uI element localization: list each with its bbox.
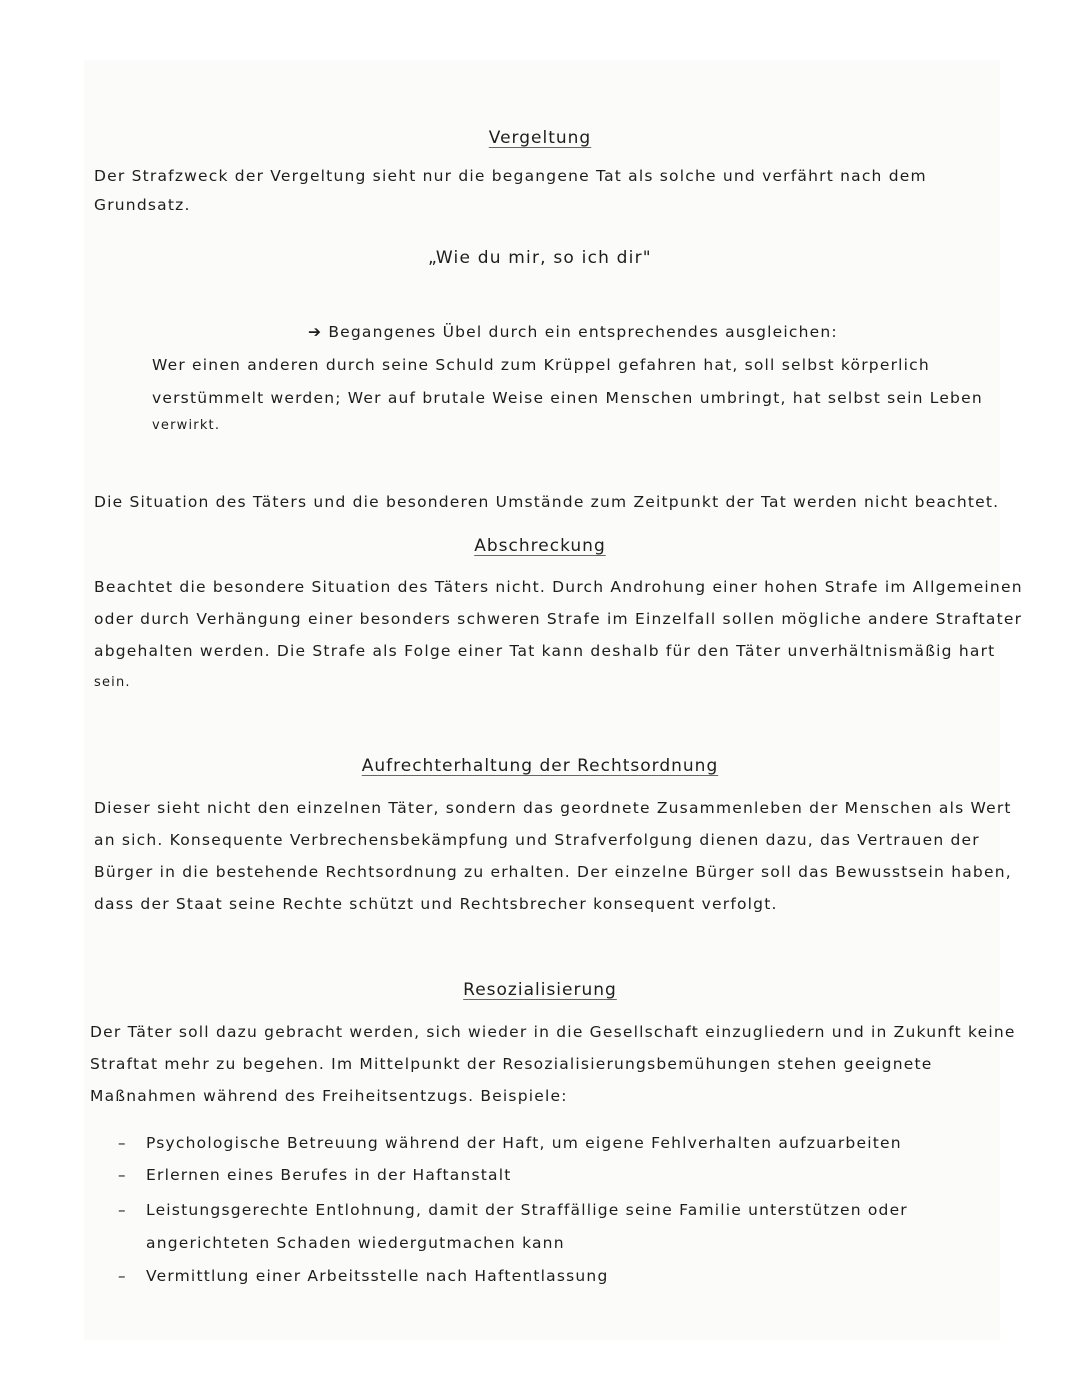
bullet-dash: – xyxy=(118,1201,126,1219)
text-line: Bürger in die bestehende Rechtsordnung zu erhalten. Der einzelne Bürger soll das Bewusstsein haben, xyxy=(94,863,1012,881)
heading-vergeltung: Vergeltung xyxy=(488,128,592,148)
text-line: Maßnahmen während des Freiheitsentzugs. Beispiele: xyxy=(90,1087,568,1105)
text-line: sein. xyxy=(94,675,131,690)
example-line: verwirkt. xyxy=(152,418,221,433)
text-line: dass der Staat seine Rechte schützt und Rechtsbrecher konsequent verfolgt. xyxy=(94,895,778,913)
text-line: an sich. Konsequente Verbrechensbekämpfung und Strafverfolgung dienen dazu, das Vertrauen der xyxy=(94,831,980,849)
text-line: abgehalten werden. Die Strafe als Folge einer Tat kann deshalb für den Täter unverhältnismäßig hart xyxy=(94,642,996,660)
text-line: Dieser sieht nicht den einzelnen Täter, sondern das geordnete Zusammenleben der Menschen als Wert xyxy=(94,799,1012,817)
text-line: Beachtet die besondere Situation des Täters nicht. Durch Androhung einer hohen Strafe im Allgemeinen xyxy=(94,578,1023,596)
bullet-dash: – xyxy=(118,1134,126,1152)
bullet-item: Psychologische Betreuung während der Haft, um eigene Fehlverhalten aufzuarbeiten xyxy=(146,1134,902,1152)
heading-abschreckung: Abschreckung xyxy=(474,536,606,556)
bullet-item-continued: angerichteten Schaden wiedergutmachen kann xyxy=(146,1234,565,1252)
heading-resozialisierung: Resozialisierung xyxy=(463,980,617,1000)
text-line: Der Täter soll dazu gebracht werden, sich wieder in die Gesellschaft einzugliedern und in Zukunft keine xyxy=(90,1023,1016,1041)
quote: „Wie du mir, so ich dir" xyxy=(428,248,652,268)
closing-line: Die Situation des Täters und die besonderen Umstände zum Zeitpunkt der Tat werden nicht beachtet. xyxy=(94,493,1000,511)
bullet-item: Vermittlung einer Arbeitsstelle nach Haftentlassung xyxy=(146,1267,609,1285)
bullet-item: Erlernen eines Berufes in der Haftanstalt xyxy=(146,1166,512,1184)
text-line: Grundsatz. xyxy=(94,196,191,214)
bullet-dash: – xyxy=(118,1166,126,1184)
example-line: verstümmelt werden; Wer auf brutale Weise einen Menschen umbringt, hat selbst sein Leben xyxy=(152,389,983,407)
example-line: Wer einen anderen durch seine Schuld zum Krüppel gefahren hat, soll selbst körperlich xyxy=(152,356,930,374)
bullet-dash: – xyxy=(118,1267,126,1285)
text-line: Straftat mehr zu begehen. Im Mittelpunkt der Resozialisierungsbemühungen stehen geeignete xyxy=(90,1055,933,1073)
text-line: Der Strafzweck der Vergeltung sieht nur die begangene Tat als solche und verfährt nach dem xyxy=(94,167,927,185)
heading-rechtsordnung: Aufrechterhaltung der Rechtsordnung xyxy=(361,756,719,776)
arrow-line: ➔ Begangenes Übel durch ein entsprechendes ausgleichen: xyxy=(308,323,838,341)
text-line: oder durch Verhängung einer besonders schweren Strafe im Einzelfall sollen mögliche andere Straftater xyxy=(94,610,1023,628)
bullet-item: Leistungsgerechte Entlohnung, damit der Straffällige seine Familie unterstützen oder xyxy=(146,1201,908,1219)
